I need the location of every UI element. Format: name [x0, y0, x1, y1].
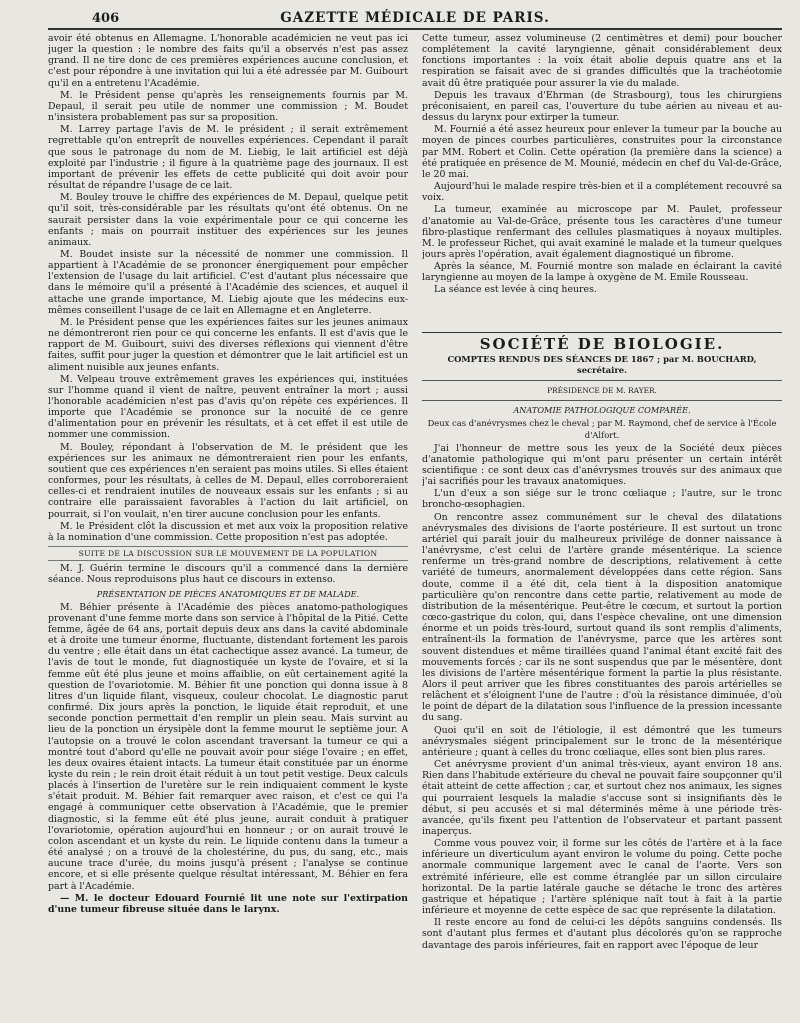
paragraph: M. Bouley, répondant à l'observation de M. le président que les expériences sur les animaux ne démontreraient rien pour les enfants, soutient que ces expériences n'en seraient pas moins utiles. Si elles étaient conformes, pour les résultats, à celles de M. Depaul, elles corroboreraient celles-ci et rendraient inutiles de nouveaux essais sur les enfants ; si au contraire elle paraissaient favorables à l'action du lait artificiel, on pourrait, si l'on voulait, n'en tirer aucune conclusion pour les enfants.: [48, 441, 408, 520]
paragraph: M. Boudet insiste sur la nécessité de nommer une commission. Il appartient à l'Académie de se prononcer énergiquement pour empêcher l'extension de l'usage du lait artificiel. C'est d'autant plus nécessaire que dans le mémoire qu'il a présenté à l'Académie des sciences, et auquel il attache une grande importance, M. Liebig ajoute que les médecins eux-mêmes conseillent l'usage de ce lait en Allemagne et en Angleterre.: [48, 248, 408, 316]
paragraph: On rencontre assez communément sur le cheval des dilatations anévrysmales des divisions de l'aorte postérieure. Il est surtout un tronc artériel qui paraît jouir du malheureux privilége de donner naissance à l'anévrysme, c'est celui de l'artère grande mésentérique. La science renferme un très-grand nombre de descriptions, relativement à cette variété de tumeurs, anormalement développées dans cette région. Sans doute, comme il a été dit, cela tient à la disposition anatomique particulière qu'on rencontre dans cette partie, relativement au mode de distribution de la mésentérique. Peut-être le cœcum, et surtout la portion cœco-gastrique du colon, qui, dans l'espèce chevaline, ont une dimension énorme et un poids très-lourd, surtout quand ils sont remplis d'aliments, entraînent-ils la formation de l'anévrysme, parce que les artères sont souvent distendues et même tiraillées quand l'animal étant excité fait des mouvements forcés ; car ils ne sont suspendus que par le mésentère, dont les divisions de l'artère mésentérique forment la partie la plus résistante. Alors il peut arriver que les fibres constituantes des parois artérielles se relâchent et s'éloignent l'une de l'autre : d'où la résistance diminuée, d'où le point de départ de la dilatation sous l'influence de la pression incessante du sang.: [422, 511, 782, 724]
paragraph: Comme vous pouvez voir, il forme sur les côtés de l'artère et à la face inférieure un diverticulum ayant environ le volume du poing. Cette poche anormale communique largement avec le canal de l'aorte. Vers son extrémité inférieure, elle est comme étranglée par un sillon circulaire horizontal. De la partie latérale gauche se détache le tronc des artères gastrique et hépatique ; l'artère splénique naît tout à fait à la partie inférieure et moyenne de cette espèce de sac que représente la dilatation.: [422, 838, 782, 917]
left-column: [48, 33, 408, 1023]
page-header: [48, 4, 782, 30]
paragraph: L'un d'eux a son siége sur le tronc cœliaque ; l'autre, sur le tronc broncho-œsophagien.: [422, 488, 782, 511]
page-number: 406: [92, 11, 120, 26]
paragraph: Cet anévrysme provient d'un animal très-vieux, ayant environ 18 ans. Rien dans l'habitude extérieure du cheval ne pouvait faire soupçonner qu'il était atteint de cette affection ; car, et surtout chez nos animaux, les signes qui pourraient lesquels la maladie s'accuse sont si insignifiants dès le début, si peu accusés et si mal déterminés même à une période très-avancée, qu'ils fixent peu l'attention de l'observateur et partant passent inaperçus.: [422, 759, 782, 837]
paragraph: — M. le docteur Edouard Fournié lit une note sur l'extirpation d'une tumeur fibreuse située dans le larynx.: [48, 892, 408, 915]
paragraph: M. Larrey partage l'avis de M. le président ; il serait extrêmement regrettable qu'on entreprît de nouvelles expériences. Cependant il paraît que sous le patronage du nom de M. Liebig, le lait artificiel est déjà exploité par l'industrie ; il figure à la quatrième page des journaux. Il est important de prévenir les effets de cette publicité qui doit avoir pour résultat de répandre l'usage de ce lait.: [48, 124, 408, 192]
paragraph: M. le Président pense que les expériences faites sur les jeunes animaux ne démontreront rien pour ce qui concerne les enfants. Il est d'avis que le rapport de M. Guibourt, suivi des diverses réflexions qui viennent d'être faites, suffit pour juger la question et démontrer que le lait artificiel est un aliment nuisible aux jeunes enfants.: [48, 316, 408, 373]
presidency-line: PRÉSIDENCE DE M. RAYER.: [547, 386, 657, 396]
paragraph: avoir été obtenus en Allemagne. L'honorable académicien ne veut pas ici juger la question : le nombre des faits qu'il a observés n'est pas assez grand. Il ne tire donc de ces premières expériences aucune conclusion, et c'est pour répondre à une invitation qui lui a été adressée par M. Guibourt qu'il en a entretenu l'Académie.: [48, 33, 408, 89]
paragraph: Il reste encore au fond de celui-ci les dépôts sanguins condensés. Ils sont d'autant plus fermes et d'autant plus décolorés qu'on se rapproche davantage des parois inférieures, fait en rapport avec l'époque de leur: [422, 917, 782, 951]
paragraph: M. J. Guérin termine le discours qu'il a commencé dans la dernière séance. Nous reproduisons plus haut ce discours in extenso.: [48, 563, 408, 586]
section-heading: PRÉSENTATION DE PIÈCES ANATOMIQUES ET DE MALADE.: [96, 588, 360, 599]
journal-title: GAZETTE MÉDICALE DE PARIS.: [280, 10, 550, 26]
paragraph: Cette tumeur, assez volumineuse (2 centimètres et demi) pour boucher complétement la cavité laryngienne, gênait considérablement deux fonctions importantes : la voix était abolie depuis quatre ans et la respiration se faisait avec de si grandes difficultés que la trachéotomie avait dû être pratiquée pour assurer la vie du malade.: [422, 33, 782, 89]
paragraph: La tumeur, examinée au microscope par M. Paulet, professeur d'anatomie au Val-de-Grâce, présente tous les caractères d'une tumeur fibro-plastique renfermant des cellules plasmatiques à noyaux multiples. M. le professeur Richet, qui avait examiné le malade et la tumeur quelques jours après l'opération, avait également diagnostiqué un fibrome.: [422, 204, 782, 260]
right-column: [422, 33, 782, 1023]
paragraph: M. Béhier présente à l'Académie des pièces anatomo-pathologiques provenant d'une femme morte dans son service à l'hôpital de la Pitié. Cette femme, âgée de 64 ans, portait depuis deux ans dans la cavité abdominale et à droite une tumeur énorme, fluctuante, distendant fortement les parois du ventre ; elle était dans un état cachectique assez avancé. La tumeur, de l'avis de tout le monde, fut diagnostiquée un kyste de l'ovaire, et si la femme eût été plus jeune et moins affaiblie, on eût certainement agité la question de l'ovariotomie. M. Béhier fit une ponction qui donna issue à 8 litres d'un liquide filant, visqueux, couleur chocolat. Le diagnostic parut confirmé. Dix jours après la ponction, le liquide était reproduit, et une seconde ponction permettait d'en remplir un plein seau. Mais survint au lieu de la ponction un érysipèle dont la femme mourut le septième jour. A l'autopsie on a trouvé le colon ascendant traversant la tumeur ce qui a montré tout d'abord qu'elle ne pouvait avoir pour siége l'ovaire ; en effet, les deux ovaires étaient intacts. La tumeur était constituée par un énorme kyste du rein ; le rein droit était réduit à un tout petit vestige. Deux calculs placés à l'insertion de l'uretère sur le rein indiquaient comment le kyste s'était produit. M. Béhier fait remarquer avec raison, et c'est ce qui l'a engagé à communiquer cette observation à l'Académie, que le premier diagnostic, si la femme eût été plus jeune, aurait conduit à pratiquer l'ovariotomie, opération aujourd'hui en honneur ; or on aurait trouvé le colon ascendant et un kyste du rein. Le liquide contenu dans la tumeur a été analysé ; on a trouvé de la cholestérine, du pus, du sang, etc., mais aucune trace d'urée, du moins jusqu'à présent ; l'analyse se continue encore, et si elle présente quelque résultat intéressant, M. Béhier en fera part à l'Académie.: [48, 601, 408, 892]
society-title: SOCIÉTÉ DE BIOLOGIE.: [422, 332, 782, 350]
section-heading: ANATOMIE PATHOLOGIQUE COMPARÉE.: [513, 405, 691, 416]
paragraph: M. Bouley trouve le chiffre des expériences de M. Depaul, quelque petit qu'il soit, très-considérable par les résultats qu'ont été obtenus. On ne saurait persister dans la voie expérimentale pour ce qui concerne les enfants ; mais on pourrait instituer des expériences sur les jeunes animaux.: [48, 192, 408, 248]
section-heading: SUITE DE LA DISCUSSION SUR LE MOUVEMENT DE LA POPULATION: [48, 546, 408, 561]
divider: [422, 380, 782, 381]
article-title: Deux cas d'anévrysmes chez le cheval ; par M. Raymond, chef de service à l'École d'Alfort.: [427, 418, 777, 440]
paragraph: M. le Président pense qu'après les renseignements fournis par M. Depaul, il serait peu utile de nommer une commission ; M. Boudet n'insistera probablement pas sur sa proposition.: [48, 89, 408, 124]
reports-line: COMPTES RENDUS DES SÉANCES DE 1867 ; par M. BOUCHARD, secrétaire.: [447, 353, 757, 375]
paragraph: Aujourd'hui le malade respire très-bien et il a complétement recouvré sa voix.: [422, 181, 782, 204]
paragraph: M. Velpeau trouve extrêmement graves les expériences qui, instituées sur l'homme quand il vient de naître, peuvent entraîner la mort ; aussi l'honorable académicien n'est pas d'avis qu'on répète ces expériences. Il importe que l'Académie se prononce sur la nocuité de ce genre d'alimentation pour en prévenir les résultats, et à cet effet il est utile de nommer une commission.: [48, 373, 408, 441]
paragraph: M. Fournié a été assez heureux pour enlever la tumeur par la bouche au moyen de pinces courbes particulières, construites pour la circonstance par MM. Robert et Colin. Cette opération (la première dans la science) a été pratiquée en présence de M. Mounié, médecin en chef du Val-de-Grâce, le 20 mai.: [422, 124, 782, 180]
paragraph: Depuis les travaux d'Ehrman (de Strasbourg), tous les chirurgiens préconisaient, en pareil cas, l'ouverture du tube aérien au niveau et au-dessus du larynx pour extirper la tumeur.: [422, 89, 782, 124]
paragraph: Après la séance, M. Fournié montre son malade en éclairant la cavité laryngienne au moyen de la lampe à oxygène de M. Emile Rousseau.: [422, 261, 782, 284]
paragraph: Quoi qu'il en soit de l'étiologie, il est démontré que les tumeurs anévrysmales siégent principalement sur le tronc de la mésentérique antérieure ; quant à celles du tronc cœliaque, elles sont bien plus rares.: [422, 724, 782, 758]
paragraph: M. le Président clôt la discussion et met aux voix la proposition relative à la nomination d'une commission. Cette proposition n'est pas adoptée.: [48, 520, 408, 543]
divider: [422, 400, 782, 401]
text-columns: [48, 33, 782, 1023]
paragraph: La séance est levée à cinq heures.: [434, 284, 597, 296]
paragraph: J'ai l'honneur de mettre sous les yeux de la Société deux pièces d'anatomie pathologique qui m'ont paru présenter un certain intérêt scientifique : ce sont deux cas d'anévrysmes trouvés sur des animaux que j'ai sacrifiés pour les travaux anatomiques.: [422, 442, 782, 488]
